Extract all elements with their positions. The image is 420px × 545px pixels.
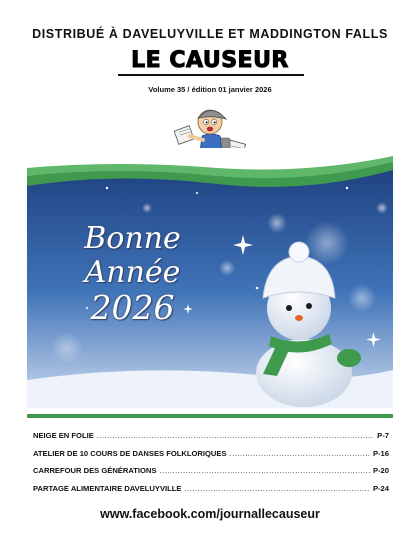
toc-title: ATELIER DE 10 COURS DE DANSES FOLKLORIQUES [33, 448, 227, 458]
toc-leader [97, 431, 374, 440]
toc-entry [33, 449, 389, 467]
greeting-year: 2026 [90, 288, 175, 327]
toc-title: NEIGE EN FOLIE [33, 431, 94, 440]
table-of-contents [33, 431, 389, 501]
toc-page: P-24 [372, 483, 389, 493]
toc-entry [33, 466, 389, 484]
toc-entry [33, 431, 389, 449]
toc-leader [159, 466, 369, 475]
distribution-line: DISTRIBUÉ À DAVELUYVILLE ET MADDINGTON FALLS [32, 27, 388, 41]
green-divider [27, 414, 393, 418]
toc-title: CARREFOUR DES GÉNÉRATIONS [33, 466, 157, 475]
newspaper-title: LE CAUSEUR [131, 48, 289, 73]
toc-page: P-16 [372, 448, 389, 458]
toc-title: PARTAGE ALIMENTAIRE DAVELUYVILLE [33, 483, 182, 493]
title-underline [118, 74, 304, 76]
new-year-greeting [35, 222, 230, 326]
toc-leader [185, 484, 370, 493]
toc-entry [33, 484, 389, 502]
facebook-url: www.facebook.com/journallecauseur [100, 507, 320, 521]
edition-line: Volume 35 / édition 01 janvier 2026 [148, 85, 272, 94]
toc-page: P-7 [377, 431, 389, 440]
toc-page: P-20 [372, 466, 389, 475]
greeting-line-1: Bonne Année [84, 221, 181, 290]
toc-leader [230, 449, 370, 458]
